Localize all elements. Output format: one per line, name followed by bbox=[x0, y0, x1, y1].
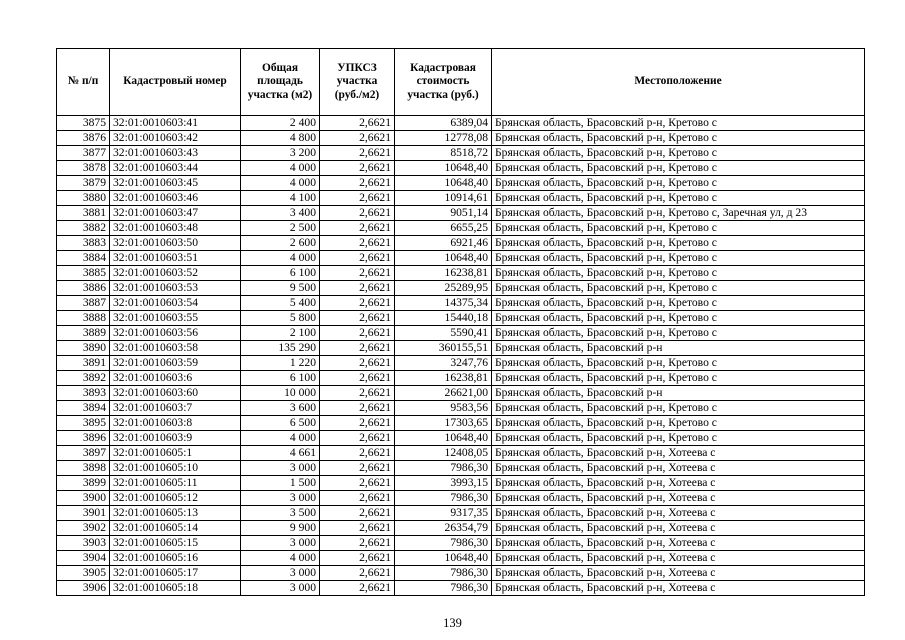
cell-row-number: 3889 bbox=[57, 326, 110, 341]
cell-cadastral-number: 32:01:0010605:18 bbox=[110, 581, 241, 596]
cell-upksz: 2,6621 bbox=[320, 461, 395, 476]
cell-row-number: 3881 bbox=[57, 206, 110, 221]
cell-row-number: 3899 bbox=[57, 476, 110, 491]
cell-cadastral-cost: 10648,40 bbox=[395, 176, 492, 191]
cell-location: Брянская область, Брасовский р-н, Хотеева с bbox=[492, 491, 865, 506]
cell-cadastral-number: 32:01:0010605:1 bbox=[110, 446, 241, 461]
cell-upksz: 2,6621 bbox=[320, 431, 395, 446]
cell-upksz: 2,6621 bbox=[320, 131, 395, 146]
cell-row-number: 3876 bbox=[57, 131, 110, 146]
cell-upksz: 2,6621 bbox=[320, 176, 395, 191]
table-row bbox=[57, 371, 865, 386]
cell-cadastral-number: 32:01:0010605:14 bbox=[110, 521, 241, 536]
cell-location: Брянская область, Брасовский р-н, Хотеева с bbox=[492, 581, 865, 596]
table-row bbox=[57, 176, 865, 191]
cell-area: 2 400 bbox=[241, 116, 320, 131]
cell-location: Брянская область, Брасовский р-н, Хотеева с bbox=[492, 506, 865, 521]
cell-upksz: 2,6621 bbox=[320, 206, 395, 221]
cell-cadastral-cost: 7986,30 bbox=[395, 566, 492, 581]
cell-row-number: 3879 bbox=[57, 176, 110, 191]
cell-location: Брянская область, Брасовский р-н bbox=[492, 341, 865, 356]
cell-cadastral-number: 32:01:0010603:55 bbox=[110, 311, 241, 326]
table-row bbox=[57, 251, 865, 266]
cell-location: Брянская область, Брасовский р-н, Кретово с bbox=[492, 251, 865, 266]
cell-cadastral-number: 32:01:0010605:12 bbox=[110, 491, 241, 506]
cell-location: Брянская область, Брасовский р-н, Кретово с bbox=[492, 266, 865, 281]
cell-location: Брянская область, Брасовский р-н, Кретово с bbox=[492, 221, 865, 236]
cell-location: Брянская область, Брасовский р-н, Кретово с bbox=[492, 236, 865, 251]
cell-cadastral-number: 32:01:0010605:17 bbox=[110, 566, 241, 581]
header-cadastral-number: Кадастровый номер bbox=[110, 49, 241, 116]
cell-upksz: 2,6621 bbox=[320, 566, 395, 581]
cell-cadastral-number: 32:01:0010603:50 bbox=[110, 236, 241, 251]
cell-cadastral-cost: 7986,30 bbox=[395, 461, 492, 476]
cell-area: 6 500 bbox=[241, 416, 320, 431]
cell-area: 4 000 bbox=[241, 161, 320, 176]
header-location: Местоположение bbox=[492, 49, 865, 116]
cell-cadastral-cost: 10648,40 bbox=[395, 251, 492, 266]
cell-cadastral-number: 32:01:0010603:48 bbox=[110, 221, 241, 236]
cell-area: 3 500 bbox=[241, 506, 320, 521]
cell-area: 1 220 bbox=[241, 356, 320, 371]
cell-cadastral-number: 32:01:0010603:43 bbox=[110, 146, 241, 161]
cell-cadastral-number: 32:01:0010605:10 bbox=[110, 461, 241, 476]
cell-row-number: 3880 bbox=[57, 191, 110, 206]
cell-area: 9 500 bbox=[241, 281, 320, 296]
table-row bbox=[57, 491, 865, 506]
cell-upksz: 2,6621 bbox=[320, 281, 395, 296]
header-num: № п/п bbox=[57, 49, 110, 116]
cell-cadastral-number: 32:01:0010603:42 bbox=[110, 131, 241, 146]
cell-cadastral-number: 32:01:0010605:11 bbox=[110, 476, 241, 491]
cell-upksz: 2,6621 bbox=[320, 386, 395, 401]
cell-upksz: 2,6621 bbox=[320, 416, 395, 431]
cell-location: Брянская область, Брасовский р-н, Кретово с bbox=[492, 161, 865, 176]
cell-location: Брянская область, Брасовский р-н, Кретово с bbox=[492, 311, 865, 326]
cell-location: Брянская область, Брасовский р-н, Хотеева с bbox=[492, 536, 865, 551]
table-row bbox=[57, 236, 865, 251]
cell-location: Брянская область, Брасовский р-н, Хотеева с bbox=[492, 446, 865, 461]
cell-upksz: 2,6621 bbox=[320, 341, 395, 356]
table-row bbox=[57, 431, 865, 446]
table-row bbox=[57, 581, 865, 596]
cell-location: Брянская область, Брасовский р-н, Кретово с bbox=[492, 146, 865, 161]
cell-cadastral-cost: 6921,46 bbox=[395, 236, 492, 251]
cell-cadastral-cost: 9583,56 bbox=[395, 401, 492, 416]
cell-area: 4 661 bbox=[241, 446, 320, 461]
cell-row-number: 3885 bbox=[57, 266, 110, 281]
cell-row-number: 3894 bbox=[57, 401, 110, 416]
cell-cadastral-cost: 14375,34 bbox=[395, 296, 492, 311]
cell-row-number: 3904 bbox=[57, 551, 110, 566]
cell-row-number: 3898 bbox=[57, 461, 110, 476]
table-row bbox=[57, 401, 865, 416]
cell-area: 4 000 bbox=[241, 551, 320, 566]
cell-location: Брянская область, Брасовский р-н, Хотеева с bbox=[492, 476, 865, 491]
cell-cadastral-number: 32:01:0010603:46 bbox=[110, 191, 241, 206]
cell-row-number: 3892 bbox=[57, 371, 110, 386]
cell-cadastral-cost: 16238,81 bbox=[395, 371, 492, 386]
table-row bbox=[57, 461, 865, 476]
cell-cadastral-number: 32:01:0010603:45 bbox=[110, 176, 241, 191]
cell-upksz: 2,6621 bbox=[320, 401, 395, 416]
table-row bbox=[57, 206, 865, 221]
header-upksz: УПКСЗ участка (руб./м2) bbox=[320, 49, 395, 116]
cell-upksz: 2,6621 bbox=[320, 536, 395, 551]
cell-cadastral-number: 32:01:0010603:6 bbox=[110, 371, 241, 386]
cell-cadastral-number: 32:01:0010603:7 bbox=[110, 401, 241, 416]
cell-upksz: 2,6621 bbox=[320, 311, 395, 326]
cell-row-number: 3883 bbox=[57, 236, 110, 251]
cell-cadastral-number: 32:01:0010603:58 bbox=[110, 341, 241, 356]
cell-row-number: 3877 bbox=[57, 146, 110, 161]
cell-location: Брянская область, Брасовский р-н, Хотеева с bbox=[492, 566, 865, 581]
cell-location: Брянская область, Брасовский р-н, Кретово с bbox=[492, 191, 865, 206]
cell-cadastral-cost: 8518,72 bbox=[395, 146, 492, 161]
cell-cadastral-number: 32:01:0010603:56 bbox=[110, 326, 241, 341]
cell-cadastral-number: 32:01:0010605:16 bbox=[110, 551, 241, 566]
table-row bbox=[57, 476, 865, 491]
cell-upksz: 2,6621 bbox=[320, 221, 395, 236]
cell-cadastral-cost: 10648,40 bbox=[395, 551, 492, 566]
cell-location: Брянская область, Брасовский р-н, Хотеева с bbox=[492, 551, 865, 566]
header-row bbox=[57, 49, 865, 116]
cell-cadastral-number: 32:01:0010603:53 bbox=[110, 281, 241, 296]
cell-area: 3 000 bbox=[241, 491, 320, 506]
cell-cadastral-cost: 9051,14 bbox=[395, 206, 492, 221]
cadastral-table bbox=[56, 48, 865, 596]
cell-cadastral-number: 32:01:0010605:15 bbox=[110, 536, 241, 551]
table-row bbox=[57, 161, 865, 176]
cell-cadastral-cost: 26621,00 bbox=[395, 386, 492, 401]
cell-row-number: 3902 bbox=[57, 521, 110, 536]
cell-upksz: 2,6621 bbox=[320, 161, 395, 176]
cell-area: 6 100 bbox=[241, 371, 320, 386]
table-row bbox=[57, 356, 865, 371]
page-number: 139 bbox=[443, 616, 462, 630]
cell-location: Брянская область, Брасовский р-н, Кретово с bbox=[492, 176, 865, 191]
cell-upksz: 2,6621 bbox=[320, 521, 395, 536]
cell-cadastral-cost: 12408,05 bbox=[395, 446, 492, 461]
cell-row-number: 3897 bbox=[57, 446, 110, 461]
table-row bbox=[57, 266, 865, 281]
cell-upksz: 2,6621 bbox=[320, 146, 395, 161]
cell-location: Брянская область, Брасовский р-н, Кретово с bbox=[492, 401, 865, 416]
cell-cadastral-number: 32:01:0010603:60 bbox=[110, 386, 241, 401]
cell-row-number: 3901 bbox=[57, 506, 110, 521]
cell-row-number: 3882 bbox=[57, 221, 110, 236]
cell-area: 4 100 bbox=[241, 191, 320, 206]
cell-area: 10 000 bbox=[241, 386, 320, 401]
cell-upksz: 2,6621 bbox=[320, 551, 395, 566]
table-row bbox=[57, 551, 865, 566]
cell-cadastral-cost: 360155,51 bbox=[395, 341, 492, 356]
table-row bbox=[57, 416, 865, 431]
cell-location: Брянская область, Брасовский р-н, Хотеева с bbox=[492, 461, 865, 476]
cell-upksz: 2,6621 bbox=[320, 581, 395, 596]
cell-cadastral-number: 32:01:0010603:51 bbox=[110, 251, 241, 266]
table-body bbox=[57, 116, 865, 596]
cell-upksz: 2,6621 bbox=[320, 296, 395, 311]
cell-cadastral-number: 32:01:0010603:44 bbox=[110, 161, 241, 176]
cell-area: 3 400 bbox=[241, 206, 320, 221]
cell-area: 3 000 bbox=[241, 581, 320, 596]
cell-cadastral-cost: 7986,30 bbox=[395, 581, 492, 596]
cell-location: Брянская область, Брасовский р-н, Кретово с bbox=[492, 296, 865, 311]
cell-area: 135 290 bbox=[241, 341, 320, 356]
cell-location: Брянская область, Брасовский р-н bbox=[492, 386, 865, 401]
cell-upksz: 2,6621 bbox=[320, 266, 395, 281]
table-row bbox=[57, 281, 865, 296]
cell-row-number: 3875 bbox=[57, 116, 110, 131]
cell-area: 6 100 bbox=[241, 266, 320, 281]
table-row bbox=[57, 146, 865, 161]
table-row bbox=[57, 296, 865, 311]
cell-row-number: 3903 bbox=[57, 536, 110, 551]
cell-area: 4 000 bbox=[241, 431, 320, 446]
cell-row-number: 3893 bbox=[57, 386, 110, 401]
table-row bbox=[57, 506, 865, 521]
table-row bbox=[57, 521, 865, 536]
cell-upksz: 2,6621 bbox=[320, 446, 395, 461]
cell-location: Брянская область, Брасовский р-н, Хотеева с bbox=[492, 521, 865, 536]
table-row bbox=[57, 446, 865, 461]
cell-cadastral-number: 32:01:0010603:41 bbox=[110, 116, 241, 131]
cell-area: 3 000 bbox=[241, 461, 320, 476]
cell-upksz: 2,6621 bbox=[320, 326, 395, 341]
cell-area: 2 100 bbox=[241, 326, 320, 341]
cell-cadastral-cost: 9317,35 bbox=[395, 506, 492, 521]
cell-area: 3 000 bbox=[241, 536, 320, 551]
cell-area: 4 800 bbox=[241, 131, 320, 146]
cell-row-number: 3878 bbox=[57, 161, 110, 176]
cell-area: 3 000 bbox=[241, 566, 320, 581]
cell-cadastral-cost: 10648,40 bbox=[395, 431, 492, 446]
cell-row-number: 3886 bbox=[57, 281, 110, 296]
cell-area: 5 400 bbox=[241, 296, 320, 311]
cell-upksz: 2,6621 bbox=[320, 476, 395, 491]
table-row bbox=[57, 191, 865, 206]
cell-area: 2 600 bbox=[241, 236, 320, 251]
cell-row-number: 3906 bbox=[57, 581, 110, 596]
cell-cadastral-cost: 12778,08 bbox=[395, 131, 492, 146]
cell-row-number: 3888 bbox=[57, 311, 110, 326]
cell-location: Брянская область, Брасовский р-н, Кретово с bbox=[492, 326, 865, 341]
cell-cadastral-cost: 3247,76 bbox=[395, 356, 492, 371]
cell-cadastral-cost: 10648,40 bbox=[395, 161, 492, 176]
cell-row-number: 3890 bbox=[57, 341, 110, 356]
cell-area: 4 000 bbox=[241, 251, 320, 266]
cell-cadastral-number: 32:01:0010603:54 bbox=[110, 296, 241, 311]
cell-upksz: 2,6621 bbox=[320, 236, 395, 251]
table-row bbox=[57, 566, 865, 581]
cell-upksz: 2,6621 bbox=[320, 371, 395, 386]
cell-location: Брянская область, Брасовский р-н, Кретово с bbox=[492, 116, 865, 131]
cell-upksz: 2,6621 bbox=[320, 191, 395, 206]
cell-row-number: 3905 bbox=[57, 566, 110, 581]
table-row bbox=[57, 221, 865, 236]
cell-row-number: 3896 bbox=[57, 431, 110, 446]
cell-row-number: 3891 bbox=[57, 356, 110, 371]
cell-cadastral-cost: 17303,65 bbox=[395, 416, 492, 431]
cell-location: Брянская область, Брасовский р-н, Кретово с bbox=[492, 356, 865, 371]
cell-cadastral-cost: 7986,30 bbox=[395, 536, 492, 551]
cell-location: Брянская область, Брасовский р-н, Кретово с bbox=[492, 281, 865, 296]
cell-cadastral-number: 32:01:0010605:13 bbox=[110, 506, 241, 521]
table-row bbox=[57, 341, 865, 356]
cell-cadastral-cost: 7986,30 bbox=[395, 491, 492, 506]
cell-row-number: 3900 bbox=[57, 491, 110, 506]
cell-area: 3 200 bbox=[241, 146, 320, 161]
cell-location: Брянская область, Брасовский р-н, Кретово с bbox=[492, 371, 865, 386]
cell-location: Брянская область, Брасовский р-н, Кретово с bbox=[492, 431, 865, 446]
cell-cadastral-cost: 3993,15 bbox=[395, 476, 492, 491]
table-row bbox=[57, 326, 865, 341]
table-row bbox=[57, 386, 865, 401]
table-row bbox=[57, 536, 865, 551]
cell-location: Брянская область, Брасовский р-н, Кретово с, Заречная ул, д 23 bbox=[492, 206, 865, 221]
cell-cadastral-cost: 6655,25 bbox=[395, 221, 492, 236]
cell-area: 1 500 bbox=[241, 476, 320, 491]
cell-row-number: 3895 bbox=[57, 416, 110, 431]
cell-upksz: 2,6621 bbox=[320, 491, 395, 506]
cell-cadastral-cost: 10914,61 bbox=[395, 191, 492, 206]
cell-upksz: 2,6621 bbox=[320, 116, 395, 131]
cell-area: 5 800 bbox=[241, 311, 320, 326]
cell-cadastral-number: 32:01:0010603:47 bbox=[110, 206, 241, 221]
cell-upksz: 2,6621 bbox=[320, 251, 395, 266]
table-row bbox=[57, 131, 865, 146]
cell-cadastral-number: 32:01:0010603:8 bbox=[110, 416, 241, 431]
cell-location: Брянская область, Брасовский р-н, Кретово с bbox=[492, 416, 865, 431]
cell-location: Брянская область, Брасовский р-н, Кретово с bbox=[492, 131, 865, 146]
header-area: Общая площадь участка (м2) bbox=[241, 49, 320, 116]
table-row bbox=[57, 116, 865, 131]
table-row bbox=[57, 311, 865, 326]
cell-cadastral-number: 32:01:0010603:52 bbox=[110, 266, 241, 281]
cell-area: 2 500 bbox=[241, 221, 320, 236]
cell-cadastral-cost: 6389,04 bbox=[395, 116, 492, 131]
cell-upksz: 2,6621 bbox=[320, 356, 395, 371]
cell-upksz: 2,6621 bbox=[320, 506, 395, 521]
cell-row-number: 3887 bbox=[57, 296, 110, 311]
table-header bbox=[57, 49, 865, 116]
cell-cadastral-cost: 25289,95 bbox=[395, 281, 492, 296]
cell-cadastral-cost: 16238,81 bbox=[395, 266, 492, 281]
cell-cadastral-number: 32:01:0010603:9 bbox=[110, 431, 241, 446]
cell-area: 3 600 bbox=[241, 401, 320, 416]
cell-area: 4 000 bbox=[241, 176, 320, 191]
cell-cadastral-cost: 15440,18 bbox=[395, 311, 492, 326]
cell-cadastral-cost: 26354,79 bbox=[395, 521, 492, 536]
header-cadastral-cost: Кадастровая стоимость участка (руб.) bbox=[395, 49, 492, 116]
cell-row-number: 3884 bbox=[57, 251, 110, 266]
cell-cadastral-cost: 5590,41 bbox=[395, 326, 492, 341]
cell-area: 9 900 bbox=[241, 521, 320, 536]
cell-cadastral-number: 32:01:0010603:59 bbox=[110, 356, 241, 371]
